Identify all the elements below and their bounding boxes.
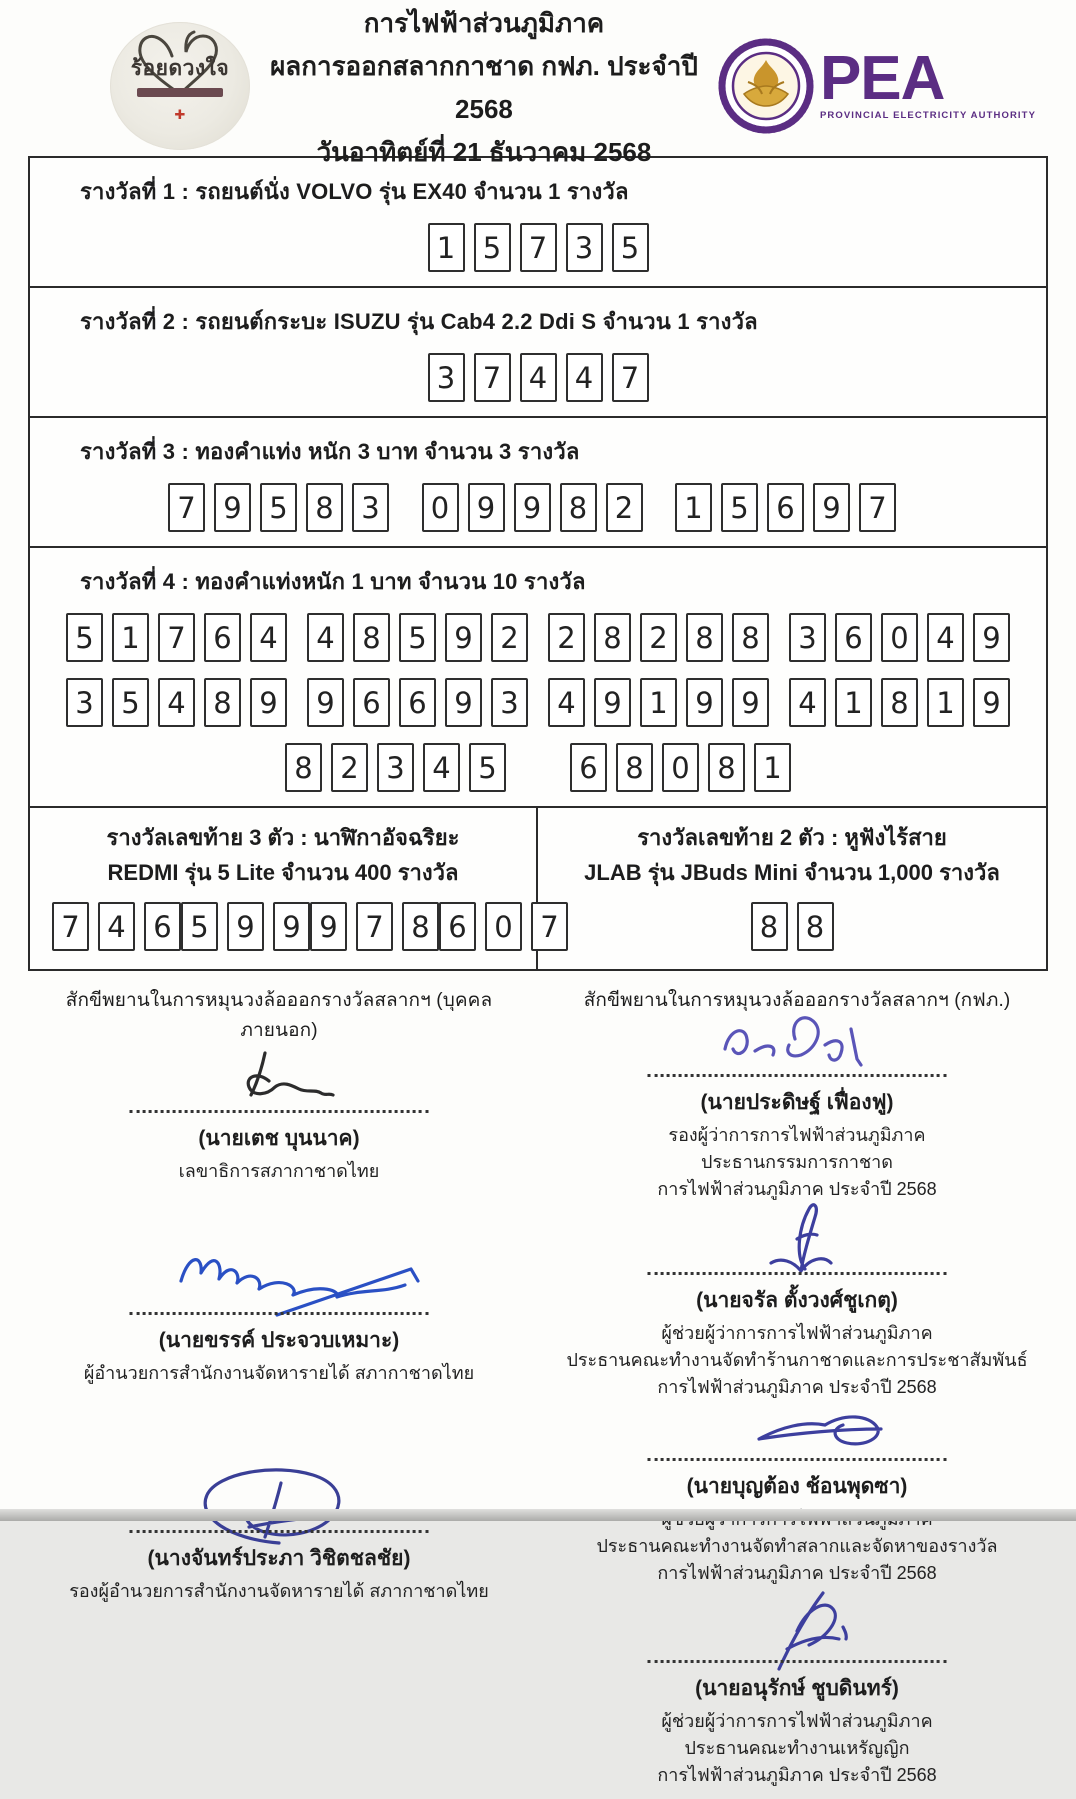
- signer-name: (นายจรัล ตั้งวงศ์ชูเกตุ): [696, 1289, 898, 1313]
- number-group: [52, 902, 181, 951]
- tail-2-digit-numbers: [548, 902, 1036, 951]
- number-group: [285, 743, 506, 792]
- signer-roles: [38, 1158, 520, 1185]
- prize-4-row: [30, 548, 1046, 808]
- pea-logo: [718, 38, 1036, 134]
- signer-name: (นายบุญต้อง ช้อนพุดซา): [686, 1475, 908, 1499]
- signer-role: รองผู้อำนวยการสำนักงานจัดหารายได้ สภากาชาดไทย: [69, 1581, 489, 1602]
- tail-2-digit-subtitle: JLAB รุ่น JBuds Mini จำนวน 1,000 รางวัล: [584, 860, 1000, 886]
- prize-4-label: รางวัลที่ 4 : ทองคำแท่งหนัก 1 บาท จำนวน 10 รางวัล: [80, 569, 586, 594]
- digit-box: 8: [616, 743, 653, 792]
- signature-ink-icon: [129, 1457, 429, 1547]
- digit-box: 8: [402, 902, 439, 951]
- digit-box: 3: [566, 223, 603, 272]
- number-group: [310, 902, 439, 951]
- results-table: [28, 156, 1048, 971]
- tail-3-digit-title: รางวัลเลขท้าย 3 ตัว : นาฬิกาอัจฉริยะ: [106, 825, 460, 850]
- digit-box: 8: [204, 678, 241, 727]
- digit-box: 6: [399, 678, 436, 727]
- witness-signer: [38, 1227, 520, 1387]
- number-group: [428, 223, 649, 272]
- prize-3-numbers: [30, 483, 1046, 532]
- prize-1-row: [30, 158, 1046, 288]
- digit-box: 7: [474, 353, 511, 402]
- number-group: [168, 483, 389, 532]
- digit-box: 9: [445, 678, 482, 727]
- signature-ink-icon: [647, 1587, 947, 1677]
- logo-banner: [137, 88, 223, 97]
- page-subtitle: ผลการออกสลากกาชาด กฟภ. ประจำปี 2568: [270, 51, 698, 124]
- digit-box: 8: [560, 483, 597, 532]
- digit-box: 9: [468, 483, 505, 532]
- signature: [38, 1049, 520, 1113]
- red-cross-icon: ✚: [174, 106, 186, 122]
- digit-box: 5: [474, 223, 511, 272]
- pea-emblem-icon: [718, 38, 814, 134]
- digit-box: 4: [789, 678, 826, 727]
- digit-box: 7: [612, 353, 649, 402]
- signer-name: (นางจันทร์ประภา วิชิตชลชัย): [147, 1547, 411, 1571]
- digit-box: 9: [514, 483, 551, 532]
- digit-box: 3: [352, 483, 389, 532]
- digit-box: 6: [570, 743, 607, 792]
- signer-role: เลขาธิการสภากาชาดไทย: [178, 1161, 380, 1182]
- signature: [556, 1411, 1038, 1461]
- digit-box: 7: [520, 223, 557, 272]
- number-group: [307, 678, 528, 727]
- signer-name: (นายประดิษฐ์ เฟื่องฟู): [700, 1091, 894, 1115]
- roi-duang-jai-logo: [110, 22, 250, 150]
- digit-box: 4: [158, 678, 195, 727]
- prize-2-row: [30, 288, 1046, 418]
- tail-2-digit-cell: [538, 808, 1046, 969]
- signer-role: การไฟฟ้าส่วนภูมิภาค ประจำปี 2568: [657, 1179, 937, 1200]
- digit-box: 2: [548, 613, 585, 662]
- tail-3-digit-cell: [30, 808, 559, 969]
- witness-signer: [556, 1411, 1038, 1587]
- digit-box: 5: [260, 483, 297, 532]
- digit-box: 5: [721, 483, 758, 532]
- digit-box: 0: [881, 613, 918, 662]
- digit-box: 0: [662, 743, 699, 792]
- signature-line: [648, 1458, 947, 1461]
- number-group: [789, 678, 1010, 727]
- digit-box: 4: [250, 613, 287, 662]
- digit-box: 3: [491, 678, 528, 727]
- number-group: [66, 678, 287, 727]
- digit-box: 9: [445, 613, 482, 662]
- signer-role: ประธานคณะทำงานจัดทำสลากและจัดหาของรางวัล: [596, 1536, 998, 1557]
- tail-prizes-row: [30, 808, 1046, 969]
- signer-role: ผู้อำนวยการสำนักงานจัดหารายได้ สภากาชาดไทย: [83, 1363, 475, 1384]
- signer-role: ประธานคณะทำงานเหรัญญิก: [684, 1738, 910, 1759]
- witness-column-external: [20, 985, 538, 1799]
- number-group: [307, 613, 528, 662]
- witness-column-pea: [538, 985, 1056, 1799]
- digit-box: 9: [227, 902, 264, 951]
- signature-line: [648, 1074, 947, 1077]
- witness-heading-external: สักขีพยานในการหมุนวงล้อออกรางวัลสลากฯ (บุคคลภายนอก): [65, 990, 493, 1042]
- digit-box: 1: [754, 743, 791, 792]
- digit-box: 7: [158, 613, 195, 662]
- signer-roles: [556, 1708, 1038, 1789]
- signer-role: รองผู้ว่าการการไฟฟ้าส่วนภูมิภาค: [668, 1125, 926, 1146]
- digit-box: 8: [732, 613, 769, 662]
- digit-box: 2: [491, 613, 528, 662]
- digit-box: 6: [439, 902, 476, 951]
- signer-name: (นายอนุรักษ์ ชูบดินทร์): [695, 1677, 899, 1701]
- prize-2-label: รางวัลที่ 2 : รถยนต์กระบะ ISUZU รุ่น Cab4 2.2 Ddi S จำนวน 1 รางวัล: [80, 309, 758, 334]
- digit-box: 3: [377, 743, 414, 792]
- digit-box: 8: [306, 483, 343, 532]
- number-group: [570, 743, 791, 792]
- digit-box: 7: [168, 483, 205, 532]
- digit-box: 8: [751, 902, 788, 951]
- prize-3-row: [30, 418, 1046, 548]
- digit-box: 5: [612, 223, 649, 272]
- digit-box: 6: [144, 902, 181, 951]
- signature: [556, 1019, 1038, 1077]
- signer-roles: [38, 1360, 520, 1387]
- digit-box: 4: [520, 353, 557, 402]
- digit-box: 4: [98, 902, 135, 951]
- digit-box: 9: [214, 483, 251, 532]
- digit-box: 9: [594, 678, 631, 727]
- tail-2-digit-title: รางวัลเลขท้าย 2 ตัว : หูฟังไร้สาย: [637, 825, 947, 850]
- prize-1-numbers: [30, 223, 1046, 272]
- digit-box: 1: [835, 678, 872, 727]
- page-title: การไฟฟ้าส่วนภูมิภาค: [363, 8, 605, 39]
- number-group: [428, 353, 649, 402]
- tail-3-digit-subtitle: REDMI รุ่น 5 Lite จำนวน 400 รางวัล: [107, 860, 459, 886]
- digit-box: 3: [66, 678, 103, 727]
- signature-ink-icon: [129, 1037, 429, 1127]
- signer-role: ประธานคณะทำงานจัดทำร้านกาชาดและการประชาสัมพันธ์: [566, 1350, 1028, 1371]
- digit-box: 1: [675, 483, 712, 532]
- signer-role: การไฟฟ้าส่วนภูมิภาค ประจำปี 2568: [657, 1377, 937, 1398]
- prize-2-numbers: [30, 353, 1046, 402]
- signer-role: ประธานกรรมการกาชาด: [701, 1152, 893, 1173]
- digit-box: 9: [310, 902, 347, 951]
- scan-edge-shadow: [0, 1509, 1076, 1521]
- digit-box: 1: [927, 678, 964, 727]
- signer-name: (นายเตช บุนนาค): [198, 1127, 360, 1151]
- number-group: [548, 678, 769, 727]
- digit-box: 6: [835, 613, 872, 662]
- digit-box: 9: [273, 902, 310, 951]
- witness-signer: [556, 1019, 1038, 1203]
- digit-box: 4: [927, 613, 964, 662]
- digit-box: 4: [307, 613, 344, 662]
- digit-box: 4: [423, 743, 460, 792]
- signature-ink-icon: [129, 1239, 429, 1329]
- pea-full-name: PROVINCIAL ELECTRICITY AUTHORITY: [819, 109, 1036, 121]
- digit-box: 5: [112, 678, 149, 727]
- digit-box: 9: [250, 678, 287, 727]
- pea-abbr: PEA: [819, 44, 945, 114]
- digit-box: 6: [353, 678, 390, 727]
- digit-box: 1: [640, 678, 677, 727]
- signer-roles: [556, 1320, 1038, 1401]
- document-header: [0, 0, 1076, 167]
- prize-4-numbers-row-2: [30, 678, 1046, 727]
- signer-role: ผู้ช่วยผู้ว่าการการไฟฟ้าส่วนภูมิภาค: [661, 1711, 933, 1732]
- witness-signer: [38, 1049, 520, 1185]
- signer-name: (นายขรรค์ ประจวบเหมาะ): [158, 1329, 400, 1353]
- prize-3-label: รางวัลที่ 3 : ทองคำแท่ง หนัก 3 บาท จำนวน 3 รางวัล: [80, 439, 580, 464]
- signature-ink-icon: [647, 1199, 947, 1289]
- signature-line: [648, 1272, 947, 1275]
- digit-box: 7: [52, 902, 89, 951]
- digit-box: 9: [307, 678, 344, 727]
- witness-signer: [556, 1213, 1038, 1401]
- number-group: [181, 902, 310, 951]
- digit-box: 4: [566, 353, 603, 402]
- org-logo-text: ร้อยดวงใจ: [130, 56, 230, 80]
- header-titles: [250, 0, 718, 174]
- signer-roles: [38, 1578, 520, 1605]
- number-group: [789, 613, 1010, 662]
- digit-box: 6: [767, 483, 804, 532]
- digit-box: 2: [331, 743, 368, 792]
- number-group: [66, 613, 287, 662]
- digit-box: 8: [285, 743, 322, 792]
- signature-line: [130, 1312, 429, 1315]
- digit-box: 9: [973, 678, 1010, 727]
- digit-box: 5: [399, 613, 436, 662]
- digit-box: 1: [112, 613, 149, 662]
- digit-box: 0: [485, 902, 522, 951]
- digit-box: 6: [204, 613, 241, 662]
- number-group: [675, 483, 896, 532]
- draw-date: วันอาทิตย์ที่ 21 ธันวาคม 2568: [316, 136, 652, 167]
- digit-box: 2: [606, 483, 643, 532]
- digit-box: 8: [686, 613, 723, 662]
- signer-role: ผู้ช่วยผู้ว่าการการไฟฟ้าส่วนภูมิภาค: [661, 1323, 933, 1344]
- witness-section: [0, 971, 1076, 1799]
- digit-box: 3: [789, 613, 826, 662]
- number-group: [548, 613, 769, 662]
- signature: [556, 1597, 1038, 1663]
- digit-box: 7: [356, 902, 393, 951]
- digit-box: 9: [973, 613, 1010, 662]
- digit-box: 8: [797, 902, 834, 951]
- signer-roles: [556, 1122, 1038, 1203]
- tail-3-digit-numbers: [40, 902, 559, 951]
- prize-4-numbers-row-1: [30, 613, 1046, 662]
- digit-box: 7: [531, 902, 568, 951]
- digit-box: 5: [66, 613, 103, 662]
- digit-box: 2: [640, 613, 677, 662]
- digit-box: 1: [428, 223, 465, 272]
- signature-line: [648, 1660, 947, 1663]
- digit-box: 9: [686, 678, 723, 727]
- digit-box: 3: [428, 353, 465, 402]
- digit-box: 9: [813, 483, 850, 532]
- digit-box: 0: [422, 483, 459, 532]
- digit-box: 5: [181, 902, 218, 951]
- digit-box: 8: [353, 613, 390, 662]
- signature: [556, 1213, 1038, 1275]
- number-group: [751, 902, 834, 951]
- digit-box: 4: [548, 678, 585, 727]
- signer-role: การไฟฟ้าส่วนภูมิภาค ประจำปี 2568: [657, 1563, 937, 1584]
- digit-box: 9: [732, 678, 769, 727]
- digit-box: 8: [708, 743, 745, 792]
- witness-heading-pea: สักขีพยานในการหมุนวงล้อออกรางวัลสลากฯ (กฟภ.): [583, 990, 1011, 1012]
- digit-box: 7: [859, 483, 896, 532]
- number-group: [422, 483, 643, 532]
- digit-box: 8: [881, 678, 918, 727]
- signature: [38, 1227, 520, 1315]
- signer-role: การไฟฟ้าส่วนภูมิภาค ประจำปี 2568: [657, 1765, 937, 1786]
- prize-4-numbers-row-3: [30, 743, 1046, 792]
- digit-box: 5: [469, 743, 506, 792]
- signature-line: [130, 1530, 429, 1533]
- prize-1-label: รางวัลที่ 1 : รถยนต์นั่ง VOLVO รุ่น EX40 จำนวน 1 รางวัล: [80, 179, 629, 204]
- witness-signer: [556, 1597, 1038, 1789]
- pea-wordmark: [819, 44, 1036, 121]
- signature-line: [130, 1110, 429, 1113]
- digit-box: 8: [594, 613, 631, 662]
